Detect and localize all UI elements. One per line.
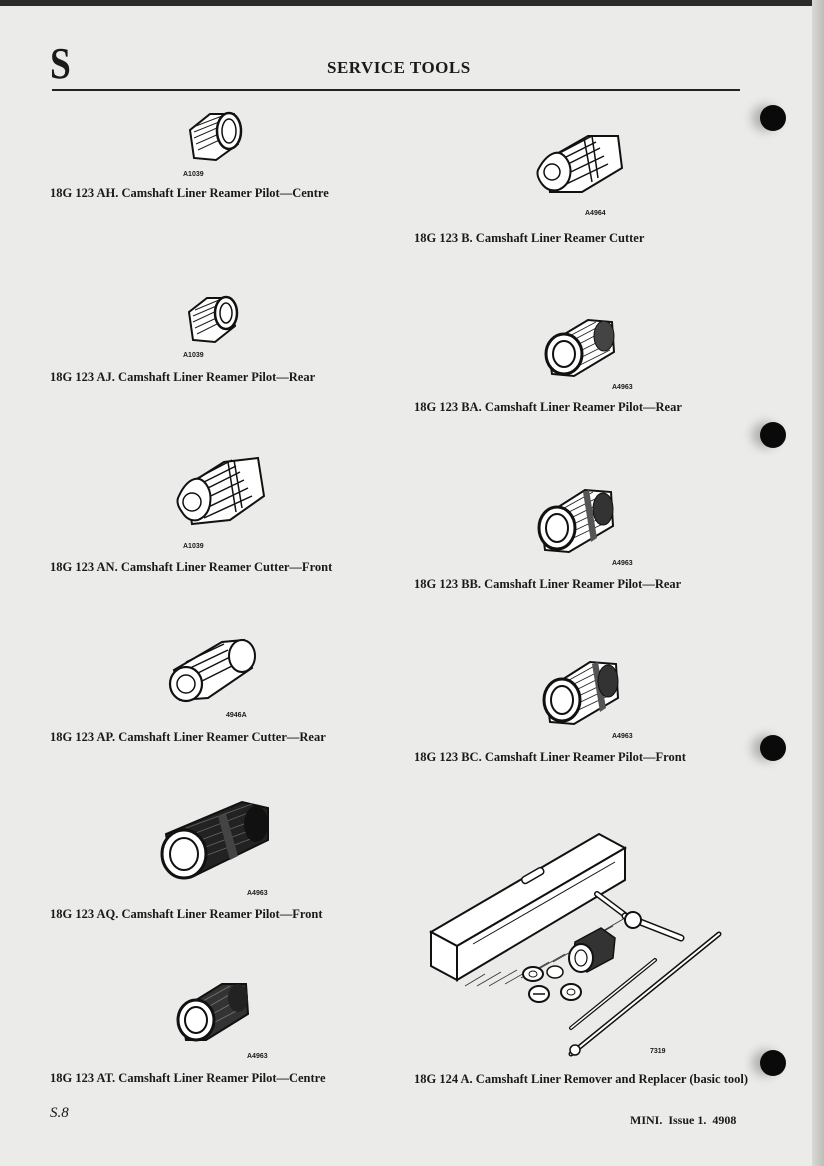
section-letter: S [50, 39, 71, 88]
binder-hole [760, 422, 786, 448]
figure-number: A1039 [183, 171, 204, 178]
page-number: S.8 [50, 1105, 69, 1121]
figure-number: A4963 [612, 384, 633, 391]
header-rule [52, 89, 740, 91]
reamer-pilot-rear-illustration [540, 312, 620, 382]
tool-caption: 18G 123 AQ. Camshaft Liner Reamer Pilot—Front [50, 907, 323, 921]
tool-caption: 18G 123 AN. Camshaft Liner Reamer Cutter—Front [50, 560, 333, 574]
reamer-cutter-illustration [534, 130, 626, 200]
edition-info: MINI. Issue 1. 4908 [630, 1113, 737, 1127]
reamer-cutter-front-illustration [172, 452, 270, 532]
page-title: SERVICE TOOLS [327, 58, 471, 77]
figure-number: A1039 [183, 352, 204, 359]
binder-hole [760, 735, 786, 761]
reamer-pilot-front-illustration [538, 654, 624, 730]
reamer-pilot-front-illustration [156, 794, 274, 884]
figure-number: A4963 [247, 1053, 268, 1060]
tool-caption: 18G 123 BC. Camshaft Liner Reamer Pilot—Front [414, 750, 686, 764]
remover-replacer-kit-illustration [425, 828, 735, 1064]
figure-number: A4963 [247, 890, 268, 897]
figure-number: 4946A [226, 712, 247, 719]
tool-caption: 18G 123 B. Camshaft Liner Reamer Cutter [414, 231, 645, 245]
reamer-pilot-rear-illustration [183, 290, 245, 348]
binder-hole [760, 1050, 786, 1076]
tool-caption: 18G 123 BB. Camshaft Liner Reamer Pilot—Rear [414, 577, 682, 591]
binder-hole [760, 105, 786, 131]
figure-number: A1039 [183, 543, 204, 550]
tool-caption: 18G 124 A. Camshaft Liner Remover and Replacer (basic tool) [414, 1072, 749, 1086]
tool-caption: 18G 123 AJ. Camshaft Liner Reamer Pilot—Rear [50, 370, 316, 384]
scan-top-edge [0, 0, 824, 6]
scan-right-edge [812, 0, 824, 1166]
tool-caption: 18G 123 AT. Camshaft Liner Reamer Pilot—Centre [50, 1071, 326, 1085]
tool-caption: 18G 123 AP. Camshaft Liner Reamer Cutter—Rear [50, 730, 326, 744]
figure-number: A4963 [612, 733, 633, 740]
reamer-cutter-rear-illustration [162, 632, 262, 708]
reamer-pilot-centre-illustration [182, 104, 248, 166]
figure-number: A4964 [585, 210, 606, 217]
tool-caption: 18G 123 BA. Camshaft Liner Reamer Pilot—Rear [414, 400, 682, 414]
reamer-pilot-centre-illustration [172, 976, 252, 1046]
tool-caption: 18G 123 AH. Camshaft Liner Reamer Pilot—Centre [50, 186, 329, 200]
figure-number: 7319 [650, 1048, 666, 1055]
figure-number: A4963 [612, 560, 633, 567]
reamer-pilot-rear-illustration [533, 482, 619, 558]
